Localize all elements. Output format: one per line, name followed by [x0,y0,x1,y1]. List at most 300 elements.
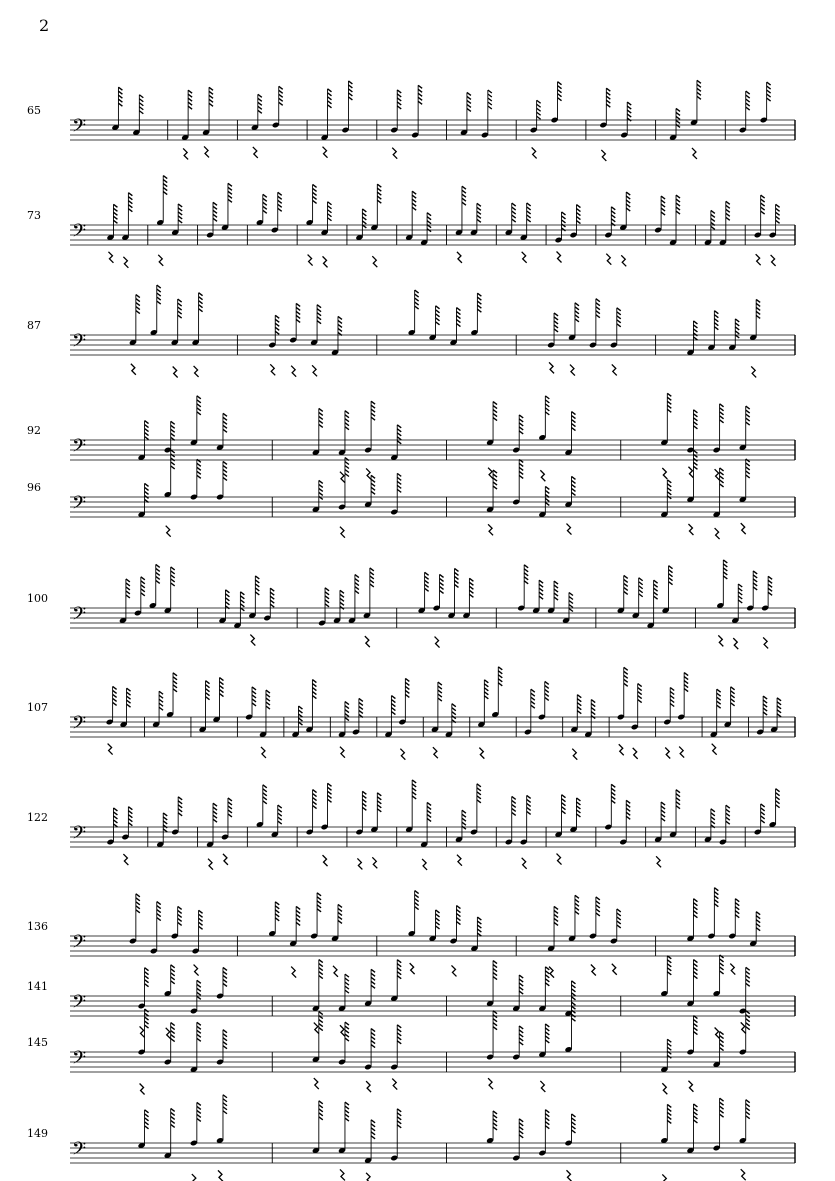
rest [532,147,537,158]
rest [741,1169,746,1180]
note-flag [562,224,566,227]
note-flag [275,910,279,913]
note-flag [617,913,621,916]
rest [715,469,720,480]
note-flag [467,100,471,103]
note-flag [493,1115,497,1118]
note-flag [118,103,122,106]
rest [123,257,128,268]
note-flag [436,918,440,921]
note-flag [454,580,458,583]
note-flag [776,797,780,800]
note-flag [456,316,460,319]
note-flag [477,788,481,791]
note-flag [118,91,122,94]
note-flag [627,106,631,109]
note-flag [188,102,192,105]
note-flag [738,588,742,591]
note-flag [157,289,161,292]
note-flag [266,690,270,693]
note-flag [545,1036,549,1039]
rest [522,858,527,869]
note-flag [562,803,566,806]
note-flag [313,192,317,195]
note-flag [223,975,227,978]
note-flag [670,704,674,707]
note-flag [531,705,535,708]
note-flag [624,671,628,674]
note-flag [258,102,262,105]
note-flag [359,698,363,701]
note-flag [571,1114,575,1117]
note-flag [171,421,175,424]
rest [718,635,723,646]
note-flag [197,471,201,474]
note-flag [693,418,697,421]
note-flag [711,214,715,217]
note-flag [667,409,671,412]
note-flag [456,906,460,909]
note-flag [735,911,739,914]
note-flag [462,202,466,205]
note-flag [756,307,760,310]
note-flag [338,916,342,919]
note-flag [577,703,581,706]
note-flag [312,680,316,683]
note-flag [128,205,132,208]
note-flag [319,488,323,491]
note-flag [219,678,223,681]
note-flag [545,400,549,403]
note-flag [370,576,374,579]
note-flag [197,412,201,415]
note-flag [197,1106,201,1109]
rest [208,859,213,870]
note-flag [219,694,223,697]
note-flag [711,809,715,812]
note-flag [493,1027,497,1030]
note-flag [761,211,765,214]
note-flag [418,85,422,88]
note-flag [469,586,473,589]
note-flag [141,589,145,592]
note-flag [493,482,497,485]
note-flag [223,1042,227,1045]
note-flag [735,915,739,918]
note-flag [611,215,615,218]
note-flag [477,203,481,206]
note-flag [519,1038,523,1041]
note-flag [171,965,175,968]
note-flag [726,813,730,816]
note-flag [617,312,621,315]
rest [192,1174,197,1181]
note-flag [562,811,566,814]
note-flag [611,788,615,791]
note-flag [746,91,750,94]
note-flag [720,1044,724,1047]
note-flag [537,108,541,111]
rest [365,636,370,647]
rest [540,470,545,481]
note-flag [720,472,724,475]
note-flag [676,120,680,123]
note-flag [554,593,558,596]
note-flag [213,218,217,221]
note-flag [537,116,541,119]
note-flag [493,1019,497,1022]
note-flag [436,306,440,309]
note-flag [377,801,381,804]
note-flag [223,469,227,472]
measure-number: 122 [27,811,48,824]
note-flag [415,903,419,906]
note-flag [746,414,750,417]
note-flag [611,219,615,222]
note-flag [669,578,673,581]
note-flag [275,914,279,917]
note-flag [776,212,780,215]
note-flag [611,796,615,799]
note-flag [145,1122,149,1125]
note-flag [611,784,615,787]
note-flag [223,971,227,974]
note-flag [145,1021,149,1024]
note-flag [626,192,630,195]
note-flag [720,484,724,487]
note-flag [377,809,381,812]
rest [366,1081,371,1092]
note-flag [405,694,409,697]
note-flag [157,914,161,917]
note-flag [714,315,718,318]
rest [372,857,377,868]
note-flag [477,917,481,920]
note-flag [427,213,431,216]
note-flag [159,707,163,710]
note-flag [756,920,760,923]
note-flag [777,714,781,717]
rest [756,254,761,265]
note-flag [228,810,232,813]
note-flag [355,575,359,578]
note-flag [545,685,549,688]
note-flag [263,789,267,792]
note-flag [371,1136,375,1139]
note-flag [776,789,780,792]
note-flag [362,795,366,798]
note-flag [606,100,610,103]
note-flag [397,429,401,432]
note-flag [171,567,175,570]
note-flag [596,901,600,904]
note-flag [197,1118,201,1121]
rest [323,855,328,866]
note-flag [477,219,481,222]
note-flag [524,569,528,572]
note-flag [617,320,621,323]
note-flag [228,814,232,817]
note-flag [714,319,718,322]
note-flag [157,297,161,300]
note-flag [693,903,697,906]
note-flag [371,1037,375,1040]
note-flag [145,972,149,975]
note-flag [263,194,267,197]
note-flag [338,328,342,331]
note-flag [761,820,765,823]
note-flag [575,911,579,914]
rest [522,252,527,263]
note-flag [776,220,780,223]
note-flag [617,316,621,319]
rest [619,744,624,755]
note-flag [171,977,175,980]
note-flag [345,419,349,422]
note-flag [223,461,227,464]
note-flag [427,814,431,817]
note-flag [756,303,760,306]
note-flag [545,486,549,489]
note-flag [575,903,579,906]
note-flag [477,309,481,312]
note-flag [438,698,442,701]
note-flag [141,593,145,596]
note-flag [418,89,422,92]
note-flag [213,214,217,217]
note-flag [338,912,342,915]
note-flag [617,917,621,920]
note-flag [531,689,535,692]
note-flag [258,94,262,97]
note-flag [667,1043,671,1046]
note-flag [624,579,628,582]
note-flag [171,575,175,578]
note-flag [296,315,300,318]
note-flag [626,816,630,819]
note-flag [527,799,531,802]
note-flag [136,906,140,909]
note-flag [735,903,739,906]
note-flag [438,694,442,697]
note-flag [213,819,217,822]
note-flag [667,393,671,396]
note-flag [425,576,429,579]
note-flag [776,204,780,207]
note-flag [139,111,143,114]
note-flag [554,906,558,909]
note-flag [178,801,182,804]
note-flag [539,592,543,595]
note-flag [113,204,117,207]
note-flag [617,921,621,924]
note-flag [493,474,497,477]
note-flag [545,693,549,696]
note-flag [178,212,182,215]
note-flag [412,203,416,206]
note-flag [746,1100,750,1103]
note-flag [693,329,697,332]
note-flag [545,1114,549,1117]
rest [166,526,171,537]
note-flag [545,502,549,505]
note-flag [199,926,203,929]
note-flag [171,981,175,984]
note-flag [693,1112,697,1115]
note-flag [756,912,760,915]
note-flag [512,219,516,222]
note-flag [278,208,282,211]
note-flag [377,793,381,796]
rest [557,854,562,865]
note-flag [223,1099,227,1102]
note-flag [763,708,767,711]
note-flag [661,810,665,813]
note-flag [178,910,182,913]
note-flag [726,809,730,812]
note-flag [676,211,680,214]
note-flag [676,203,680,206]
note-flag [163,817,167,820]
note-flag [735,319,739,322]
note-flag [338,904,342,907]
note-flag [345,978,349,981]
rest [741,523,746,534]
note-flag [197,1110,201,1113]
note-flag [545,498,549,501]
note-flag [714,892,718,895]
note-flag [113,694,117,697]
note-flag [223,421,227,424]
note-flag [188,98,192,101]
note-flag [275,331,279,334]
note-flag [319,960,323,963]
note-flag [746,1112,750,1115]
note-flag [371,981,375,984]
note-flag [240,600,244,603]
note-flag [136,307,140,310]
note-flag [345,1030,349,1033]
note-flag [255,576,259,579]
note-flag [436,914,440,917]
note-flag [545,697,549,700]
note-flag [345,974,349,977]
note-flag [753,579,757,582]
note-flag [197,988,201,991]
note-flag [371,1128,375,1131]
note-flag [425,588,429,591]
rest [410,963,415,974]
note-flag [531,693,535,696]
rest [108,252,113,263]
note-flag [639,586,643,589]
note-flag [136,303,140,306]
note-flag [278,821,282,824]
note-flag [731,691,735,694]
note-flag [397,1117,401,1120]
note-flag [697,80,701,83]
note-flag [519,431,523,434]
note-flag [454,584,458,587]
note-flag [717,693,721,696]
note-flag [328,202,332,205]
note-flag [576,806,580,809]
note-flag [693,325,697,328]
rest [741,1022,746,1033]
note-flag [348,97,352,100]
note-flag [397,441,401,444]
measure-number: 92 [27,424,41,437]
note-flag [693,976,697,979]
note-flag [638,688,642,691]
note-flag [263,797,267,800]
note-flag [617,909,621,912]
note-flag [371,417,375,420]
note-flag [266,706,270,709]
note-flag [763,712,767,715]
note-flag [711,210,715,213]
note-flag [519,423,523,426]
note-flag [219,682,223,685]
note-flag [746,95,750,98]
note-flag [145,421,149,424]
note-flag [667,405,671,408]
note-flag [213,803,217,806]
note-flag [720,476,724,479]
note-flag [763,700,767,703]
rest [662,468,667,479]
note-flag [171,571,175,574]
note-flag [576,810,580,813]
note-flag [391,708,395,711]
note-flag [746,467,750,470]
note-flag [136,898,140,901]
bass-clef-icon: 𝄢 [72,932,87,957]
note-flag [345,1118,349,1121]
note-flag [141,577,145,580]
note-flag [219,686,223,689]
note-flag [735,899,739,902]
note-flag [477,211,481,214]
rest [323,256,328,267]
note-flag [624,587,628,590]
note-flag [139,103,143,106]
note-flag [127,704,131,707]
note-flag [178,307,182,310]
note-flag [488,106,492,109]
note-flag [477,215,481,218]
note-flag [776,793,780,796]
note-flag [606,104,610,107]
note-flag [397,473,401,476]
note-flag [545,979,549,982]
note-flag [270,588,274,591]
note-flag [554,321,558,324]
note-flag [493,1119,497,1122]
note-flag [263,198,267,201]
rest [173,366,178,377]
note-flag [638,696,642,699]
note-flag [670,700,674,703]
note-flag [714,888,718,891]
note-flag [371,491,375,494]
note-flag [562,807,566,810]
note-flag [405,690,409,693]
note-flag [527,203,531,206]
note-flag [753,571,757,574]
note-flag [345,986,349,989]
note-flag [228,806,232,809]
